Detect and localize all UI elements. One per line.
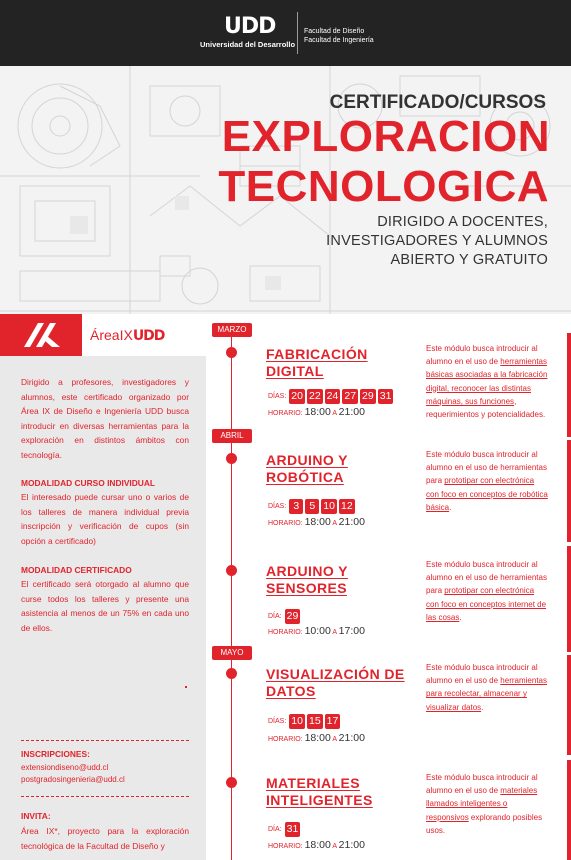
day-badge: 27: [344, 390, 357, 402]
hero-subtitle-line-1: DIRIGIDO A DOCENTES,: [377, 214, 548, 230]
timeline-dot: [226, 668, 237, 679]
day-badge: 3: [289, 499, 303, 514]
course-days: [268, 609, 302, 624]
inscripciones-title: INSCRIPCIONES:: [21, 749, 90, 759]
hero-subtitle-line-3: ABIERTO Y GRATUITO: [390, 252, 548, 268]
course-accent-bar: [567, 760, 571, 860]
schedule-start: 18:00: [304, 839, 331, 851]
timeline-dot: [226, 565, 237, 576]
course-title: [266, 775, 373, 809]
email-postgrados[interactable]: postgradosingenieria@udd.cl: [21, 775, 125, 784]
hero-title-line-2: TECNOLOGICA: [218, 162, 549, 211]
course-title-line: ROBÓTICA: [266, 469, 344, 485]
description-highlight: materiales llamados inteligentes o responsivos: [426, 786, 538, 822]
header-bar: [0, 0, 571, 66]
area-ix-text: ÁreaIX: [90, 327, 133, 343]
course-title-line: SENSORES: [266, 580, 347, 596]
area-ix-logo: [90, 327, 164, 344]
day-badge: 5: [305, 499, 319, 514]
day-badge: 20: [291, 390, 303, 402]
month-mayo: MAYO: [212, 646, 252, 660]
modalidad-certificado-title: MODALIDAD CERTIFICADO: [21, 565, 132, 575]
schedule-end: 17:00: [338, 625, 365, 637]
description-text: explorando posibles usos.: [426, 812, 543, 835]
course-schedule: [268, 405, 365, 421]
course-accent-bar: [567, 440, 571, 542]
description-text: Este módulo busca introducir al alumno en el uso de: [426, 663, 538, 686]
sidebar-dot: [185, 686, 187, 688]
timeline-dot: [226, 347, 237, 358]
schedule-start: 18:00: [304, 516, 331, 528]
email-extension[interactable]: extensiondiseno@udd.cl: [21, 763, 109, 772]
days-label: DÍAS:: [268, 393, 287, 400]
course-title: [266, 666, 405, 700]
days-label: DÍAS:: [268, 718, 287, 725]
day-label: DÍA:: [268, 613, 282, 620]
course-accent-bar: [567, 655, 571, 755]
schedule-to: A: [332, 843, 337, 850]
schedule-end: 21:00: [338, 516, 365, 528]
course-title-line: DIGITAL: [266, 363, 324, 379]
day-badge: 10: [323, 500, 335, 512]
hero-kicker: CERTIFICADO/CURSOS: [329, 92, 546, 113]
schedule-label: HORARIO:: [268, 410, 303, 417]
day-badge: 22: [308, 390, 321, 402]
area-logo-block: [0, 314, 82, 356]
course-days: [268, 714, 342, 729]
course-schedule: [268, 624, 365, 640]
description-text: .: [459, 612, 462, 622]
schedule-start: 18:00: [304, 406, 331, 418]
days-label: DÍAS:: [268, 503, 287, 510]
day-badge: 24: [326, 390, 339, 402]
schedule-to: A: [332, 410, 337, 417]
description-text: .: [449, 502, 452, 512]
course-title-line: DATOS: [266, 683, 316, 699]
course-description: [426, 342, 548, 421]
description-text: Este módulo busca introducir al alumno en el uso de herramientas para: [426, 450, 547, 486]
description-text: , requerimientos y potencialidades.: [426, 396, 546, 420]
day-label: DÍA:: [268, 826, 282, 833]
course-title: [266, 563, 348, 597]
course-description: [426, 661, 548, 714]
course-schedule: [268, 838, 365, 854]
hero-subtitle-line-2: INVESTIGADORES Y ALUMNOS: [326, 233, 548, 249]
course-accent-bar: [567, 546, 571, 652]
course-schedule: [268, 731, 365, 747]
schedule-end: 21:00: [338, 839, 365, 851]
area-ix-brand: UDD: [132, 328, 165, 344]
schedule-label: HORARIO:: [268, 736, 303, 743]
schedule-end: 21:00: [338, 406, 365, 418]
course-title-line: VISUALIZACIÓN DE: [266, 666, 405, 682]
day-badge: 10: [291, 715, 303, 727]
description-text: Este módulo busca introducir al alumno en el uso de herramientas para: [426, 560, 547, 596]
description-text: Este módulo busca introducir al alumno en el uso de: [426, 773, 538, 796]
course-days: [268, 389, 395, 404]
course-days: [268, 822, 302, 837]
description-highlight: prototipar con electrónica con foco en conceptos de robótica básica: [426, 476, 548, 512]
timeline-dot: [226, 777, 237, 788]
faculty-design: Facultad de Diseño: [304, 28, 365, 35]
modalidad-certificado-text: El certificado será otorgado al alumno que curse todos los talleres y presente una asistencia al menos de un 75% en cada uno de ellos.: [21, 579, 189, 633]
area-ix-emblem-icon: [24, 323, 60, 347]
course-title-line: ARDUINO Y: [266, 452, 348, 468]
intro-text: Dirigido a profesores, investigadores y alumnos, este certificado organizado por Área IX de Diseño e Ingeniería UDD busca introducir en diversas herramientas para la exploración en distintos ámbitos con tecnología.: [21, 377, 189, 460]
schedule-end: 21:00: [338, 732, 365, 744]
day-badge: 31: [286, 823, 299, 835]
month-abril: ABRIL: [212, 429, 252, 443]
description-text: Este módulo busca introducir al alumno en el uso de: [426, 344, 538, 367]
schedule-to: A: [332, 736, 337, 743]
hero-title-line-1: EXPLORACION: [221, 112, 550, 161]
modalidad-individual-title: MODALIDAD CURSO INDIVIDUAL: [21, 478, 155, 488]
course-title: [266, 452, 348, 486]
course-days: [268, 499, 357, 514]
timeline-dot: [226, 453, 237, 464]
day-badge: 12: [340, 500, 353, 512]
course-title: [266, 346, 368, 380]
course-title-line: MATERIALES: [266, 775, 360, 791]
header-divider: [297, 12, 298, 54]
description-highlight: herramientas para recolectar, almacenar y visualizar datos: [426, 676, 547, 712]
schedule-start: 10:00: [304, 625, 331, 637]
course-description: [426, 771, 548, 837]
day-badge: 15: [308, 715, 321, 727]
schedule-start: 18:00: [304, 732, 331, 744]
schedule-label: HORARIO:: [268, 843, 303, 850]
day-badge: 29: [362, 390, 374, 402]
description-highlight: herramientas básicas asociadas a la fabricación digital, reconocer las distintas máquinas, sus funciones: [426, 357, 548, 406]
invita-text: Área IX*, proyecto para la exploración tecnológica de la Facultad de Diseño y: [21, 826, 189, 851]
course-title-line: ARDUINO Y: [266, 563, 348, 579]
schedule-label: HORARIO:: [268, 629, 303, 636]
course-title-line: INTELIGENTES: [266, 792, 373, 808]
udd-logo: UDD: [224, 14, 276, 39]
month-marzo: MARZO: [212, 323, 252, 337]
course-schedule: [268, 515, 365, 531]
schedule-to: A: [332, 629, 337, 636]
modalidad-individual-text: El interesado puede cursar uno o varios de los talleres de manera individual previa inscripción y verificación de cupos (sin opción a certificado): [21, 492, 189, 546]
day-badge: 17: [326, 715, 339, 727]
course-title-line: FABRICACIÓN: [266, 346, 368, 362]
faculty-engineering: Facultad de Ingeniería: [304, 37, 374, 44]
divider-inscripciones: [21, 740, 189, 741]
day-badge: 29: [286, 610, 299, 622]
description-text: .: [481, 702, 484, 712]
day-badge: 31: [379, 390, 392, 402]
description-highlight: prototipar con electrónica con foco en conceptos internet de las cosas: [426, 586, 547, 622]
schedule-label: HORARIO:: [268, 520, 303, 527]
course-description: [426, 558, 548, 624]
course-description: [426, 448, 548, 514]
university-name: Universidad del Desarrollo: [200, 40, 296, 49]
invita-title: INVITA:: [21, 811, 51, 821]
schedule-to: A: [332, 520, 337, 527]
course-accent-bar: [567, 333, 571, 437]
divider-invita: [21, 796, 189, 797]
